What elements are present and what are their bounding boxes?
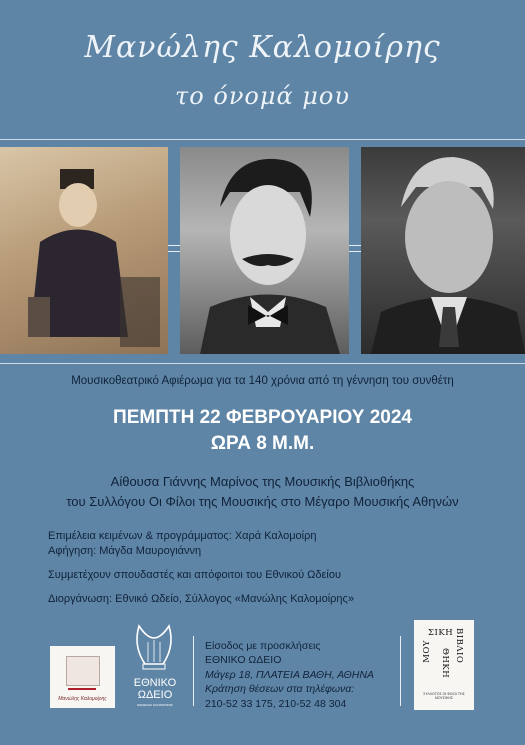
portrait-sketch-icon (66, 656, 100, 686)
venue-line-1: Αίθουσα Γιάννης Μαρίνος της Μουσικής Βιβλιοθήκης (110, 474, 415, 489)
info-phones: 210-52 33 175, 210-52 48 304 (205, 698, 347, 710)
photo-young-man (180, 147, 349, 354)
divider-right (400, 636, 401, 706)
odeio-line-2: ΩΔΕΙΟ (137, 689, 173, 701)
credit-participants: Συμμετέχουν σπουδαστές και απόφοιτοι του Εθνικού Ωδείου (48, 569, 341, 581)
event-date: ΠΕΜΠΤΗ 22 ΦΕΒΡΟΥΑΡΙΟΥ 2024 (113, 407, 412, 428)
info-address: Μάγερ 18, ΠΛΑΤΕΙΑ ΒΑΘΗ, ΑΘΗΝΑ (205, 669, 374, 681)
photo-band (0, 135, 525, 370)
logo-left-caption: Μανώλης Καλομοίρης (58, 696, 107, 702)
national-conservatory-logo (125, 620, 185, 710)
subtitle: Μουσικοθεατρικό Αφιέρωμα για τα 140 χρόνια από τη γέννηση του συνθέτη (71, 375, 454, 387)
bottom-rule (0, 363, 525, 364)
divider-left (193, 636, 194, 706)
lyre-icon (131, 620, 177, 674)
photo-child (0, 147, 168, 354)
library-word-4: ΘΗΚΗ (440, 648, 450, 679)
info-entry: Είσοδος με προσκλήσεις (205, 640, 321, 652)
connector-left (168, 240, 180, 264)
venue-line-2: του Συλλόγου Οι Φίλοι της Μουσικής στο Μέγαρο Μουσικής Αθηνών (66, 494, 459, 509)
library-word-2: ΒΙΒΛΙΟ (454, 628, 464, 664)
photo-old-man (361, 147, 525, 354)
kalomoiris-society-logo (50, 646, 115, 708)
library-word-1: ΣΙΚΗ (428, 628, 454, 638)
title-line-2: το όνομά μου (175, 82, 350, 110)
event-time: ΩΡΑ 8 Μ.Μ. (210, 433, 315, 454)
library-subtitle: ΣΥΛΛΟΓΟΣ ΟΙ ΦΙΛΟΙ ΤΗΣ ΜΟΥΣΙΚΗΣ (423, 692, 465, 701)
connector-right (349, 240, 361, 264)
credit-organizers: Διοργάνωση: Εθνικό Ωδείο, Σύλλογος «Μανώλης Καλομοίρης» (48, 593, 354, 605)
credit-editing: Επιμέλεια κειμένων & προγράμματος: Χαρά Καλομοίρη (48, 530, 317, 542)
info-org: ΕΘΝΙΚΟ ΩΔΕΙΟ (205, 654, 282, 666)
odeio-line-1: ΕΘΝΙΚΟ (133, 677, 177, 689)
music-library-logo (414, 620, 474, 710)
top-rule (0, 139, 525, 140)
odeio-line-3: ΜΑΝΩΛΗΣ ΚΑΛΟΜΟΙΡΗΣ (137, 703, 173, 707)
credit-narration: Αφήγηση: Μάγδα Μαυρογιάννη (48, 545, 202, 557)
title-line-1: Μανώλης Καλομοίρης (84, 30, 441, 65)
info-booking: Κράτηση θέσεων στα τηλέφωνα: (205, 683, 355, 695)
library-word-3: ΜΟΥ (422, 640, 432, 663)
logo-bar (68, 688, 96, 690)
